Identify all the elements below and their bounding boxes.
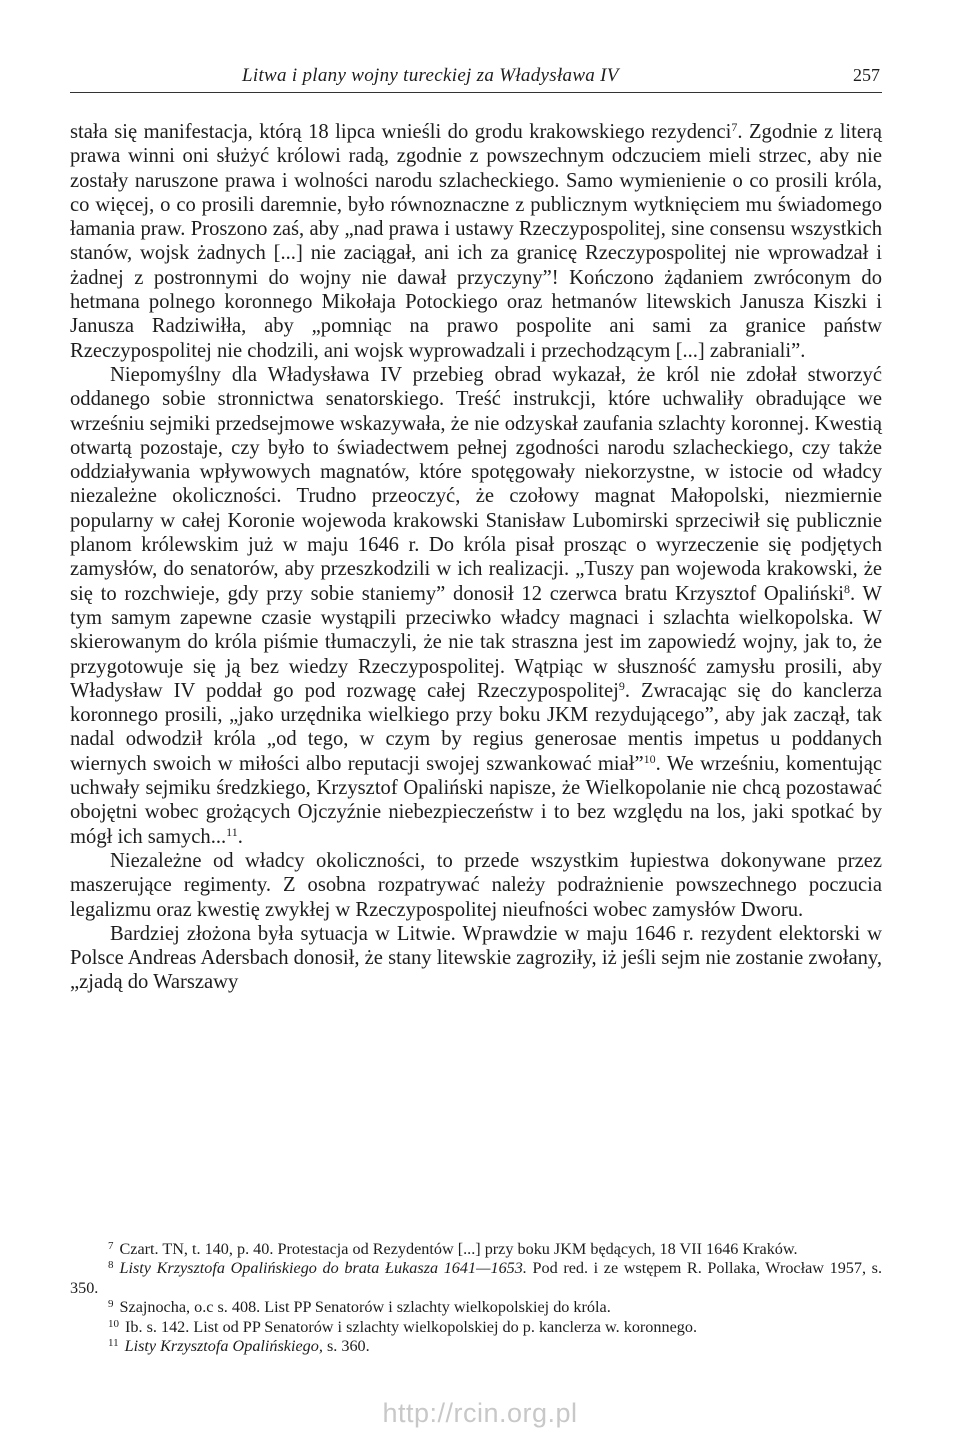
footnote-ref-9[interactable]: 9 xyxy=(618,678,625,693)
footnote-number: 10 xyxy=(108,1317,119,1330)
watermark-link[interactable]: http://rcin.org.pl xyxy=(382,1398,578,1428)
page-number: 257 xyxy=(853,65,880,85)
footnote-number: 8 xyxy=(108,1259,114,1272)
main-text xyxy=(70,120,882,995)
footnote-ref-10[interactable]: 10 xyxy=(643,751,656,766)
footnote-11: $^{11}$ Listy Krzysztofa Opalińskiego, s. 360. xyxy=(108,1337,370,1356)
paragraph-3: Niezależne od władcy okoliczności, to przede wszystkim łupiestwa dokonywane przez maszerujące regimenty. Z osobna rozpatrywać należy podrażnienie powszechnego poczucia legalizmu oraz kwestię zwykłej w Rzeczypospolitej nieufności wobec zamysłów Dworu. xyxy=(70,849,882,921)
paragraph-1: stała się manifestacja, którą 18 lipca wnieśli do grodu krakowskiego rezydenci$^7$. Zgodnie z literą prawa winni oni służyć królowi radą, zgodnie z powszechnym odczuciem mieli strzec, aby nie zostały naruszone prawa i wolności narodu szlacheckiego. Samo wymienienie o co prosili króla, co więcej, o co prosili daremnie, było równoznaczne z publicznym wytknięciem mu świadomego łamania praw. Proszono zaś, aby „nad prawa i ustawy Rzeczypospolitej, sine consensu wszystkich stanów, wojsk żadnych [...] nie zaciągał, ani ich za granicę Rzeczypospolitej nie wprowadzał i żadnej z postronnymi do wojny nie dawał przyczyny”! Kończono żądaniem zwróconym do hetmana polnego koronnego Mikołaja Potockiego oraz hetmanów litewskich Janusza Kiszki i Janusza Radziwiłła, aby „pomniąc na prawo pospolite ani sami za granice państw Rzeczypospolitej nie chodzili, ani wojsk wyprowadzali i przechodzącym [...] zabraniali”. xyxy=(70,120,882,362)
footnote-ref-11[interactable]: 11 xyxy=(226,824,238,839)
paragraph-2: Niepomyślny dla Władysława IV przebieg obrad wykazał, że król nie zdołał stworzyć oddanego sobie stronnictwa senatorskiego. Treść instrukcji, które uchwaliły obradujące we wrześniu sejmiki przedsejmowe wskazywała, że nie odzyskał zaufania szlachty koronnej. Kwestią otwartą pozostaje, czy było to świadectwem pełnej zgodności narodu szlacheckiego, czy także oddziaływania wpływowych magnatów, które spotęgowały niekorzystne, w istocie od władcy niezależne okoliczności. Trudno przeoczyć, że czołowy magnat Małopolski, niezmiernie popularny w całej Koronie wojewoda krakowski Stanisław Lubomirski sprzeciwił się publicznie planom królewskim już w maju 1646 r. Do króla pisał prosząc o wyrzeczenie się podjętych zamysłów, do senatorów, aby przeszkodzili w ich realizacji. „Tuszy pan wojewoda krakowski, że się to rozchwieje, gdy przy sobie staniemy” donosił 12 czerwca bratu Krzysztof Opaliński$^8$. W tym samym zapewne czasie wystąpili przeciwko władcy magnaci i szlachta wielkopolska. W skierowanym do króla piśmie tłumaczyli, że nie tak straszna jest im zapowiedź wojny, jak to, że przygotowuje się ją bez wiedzy Rzeczypospolitej. Wątpiąc w słuszność zamysłu prosili, aby Władysław IV poddał go pod rozwagę całej Rzeczypospolitej$^9$. Zwracając się do kanclerza koronnego prosili, „jako urzędnika wielkiego przy boku JKM rezydującego”, aby jak zaczął, tak nadal odwodził króla „od tego, w czym by regius generosae mentis impetus u poddanych wiernych swoich w miłości albo reputacji swojej szwankować miał”$^{10}$. We wrześniu, komentując uchwały sejmiku średzkiego, Krzysztof Opaliński napisze, że Wielkopolanie nie chcą pozostawać obojętni wobec grożących Ojczyźnie niebezpieczeństw i to bez względu na los, jaki spotkać by mógł ich samych...$^{11}$. xyxy=(70,363,882,848)
footnote-number: 11 xyxy=(108,1337,119,1350)
footnote-ref-7[interactable]: 7 xyxy=(731,120,738,134)
footnote-8: $^8$ Listy Krzysztofa Opalińskiego do brata Łukasza 1641—1653. Pod red. i ze wstępem R. Pollaka, Wrocław 1957, s. 350. xyxy=(70,1259,882,1297)
footnote-7: $^7$ Czart. TN, t. 140, p. 40. Protestacja od Rezydentów [...] przy boku JKM będących, 18 VII 1646 Kraków. xyxy=(108,1240,798,1258)
footnote-ref-8[interactable]: 8 xyxy=(844,581,851,596)
paragraph-4: Bardziej złożona była sytuacja w Litwie. Wprawdzie w maju 1646 r. rezydent elektorski w Polsce Andreas Adersbach donosił, że stany litewskie zagroziły, iż jeśli sejm nie zostanie zwołany, „zjadą do Warszawy xyxy=(70,922,882,994)
footnote-number: 7 xyxy=(108,1240,114,1252)
footnote-9: $^9$ Szajnocha, o.c s. 408. List PP Senatorów i szlachty wielkopolskiej do króla. xyxy=(108,1298,611,1317)
running-header xyxy=(70,62,882,93)
footnote-number: 9 xyxy=(108,1298,114,1311)
footnotes xyxy=(70,1240,882,1356)
running-title: Litwa i plany wojny tureckiej za Władysława IV xyxy=(242,65,619,86)
footnote-10: $^{10}$ Ib. s. 142. List od PP Senatorów i szlachty wielkopolskiej do p. kanclerza w. koronnego. xyxy=(108,1317,698,1336)
